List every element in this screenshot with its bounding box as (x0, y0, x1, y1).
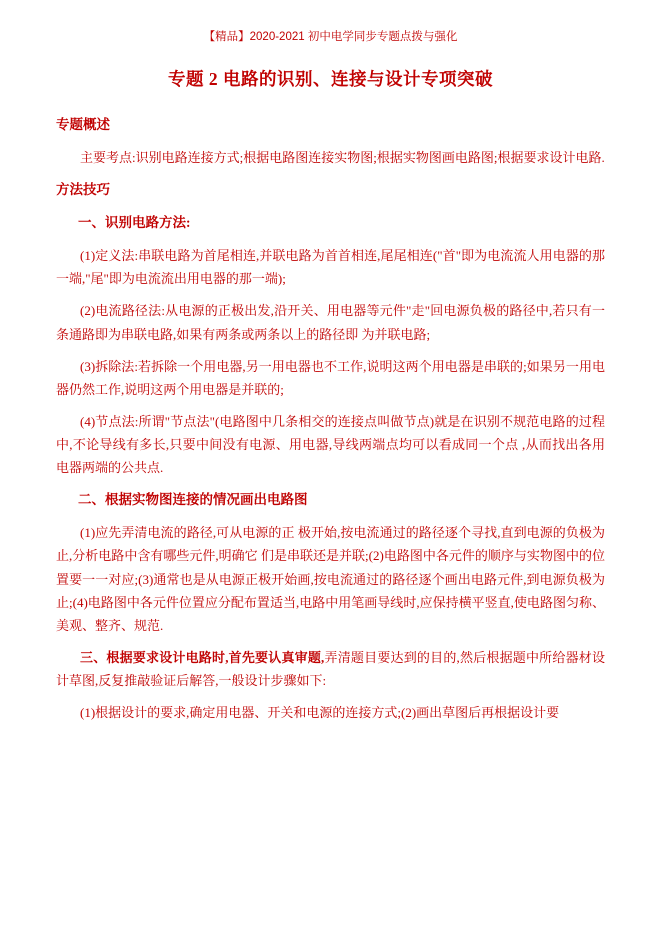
section-heading-identify: 一、识别电路方法: (78, 215, 191, 231)
paragraph-identify-3: (3)拆除法:若拆除一个用电器,另一用电器也不工作,说明这两个用电器是串联的;如果另一用电器仍然工作,说明这两个用电器是并联的; (56, 358, 605, 397)
paragraph-design-steps: (1)根据设计的要求,确定用电器、开关和电源的连接方式;(2)画出草图后再根据设计要 (80, 705, 560, 721)
paragraph-overview: 主要考点:识别电路连接方式;根据电路图连接实物图;根据实物图画电路图;根据要求设计电路. (80, 150, 605, 165)
section-heading-overview: 专题概述 (56, 117, 110, 132)
paragraph-identify-4: (4)节点法:所谓"节点法"(电路图中几条相交的连接点叫做节点)就是在识别不规范电路的过程中,不论导线有多长,只要中间没有电源、用电器,导线两端点均可以看成同一个点 ,从而找出各用电器两端的公共点. (56, 413, 605, 476)
paragraph-design-lead (56, 646, 605, 692)
design-lead-bold: 三、根据要求设计电路时,首先要认真审题, (80, 649, 325, 665)
section-heading-methods: 方法技巧 (56, 182, 110, 198)
page-header: 【精品】2020-2021 初中电学同步专题点拨与强化 (203, 31, 458, 43)
paragraph-draw-circuit-1: (1)应先弄清电流的路径,可从电源的正 极开始,按电流通过的路径逐个寻找,直到电源的负极为止,分析电路中含有哪些元件,明确它 们是串联还是并联;(2)电路图中各元件的顺序与实物图中的位置要一一对应;(3)通常也是从电源正极开始画,按电流通过的路径逐个画出电路元件,到电源负极为止;(4)电路图中各元件位置应分配布置适当,电路中用笔画导线时,应保持横平竖直,使电路图匀称、美观、整齐、规范. (56, 525, 605, 633)
page-title: 专题 2 电路的识别、连接与设计专项突破 (168, 69, 493, 89)
design-lead-rest: 弄清题目要达到的目的,然后根据题中所给器材设计草图,反复推敲验证后解答,一般设计步骤如下: (56, 649, 605, 688)
section-heading-draw-circuit: 二、根据实物图连接的情况画出电路图 (78, 492, 308, 508)
paragraph-identify-1: (1)定义法:串联电路为首尾相连,并联电路为首首相连,尾尾相连("首"即为电流流人用电器的那一端,"尾"即为电流流出用电器的那一端); (56, 248, 605, 287)
paragraph-identify-2: (2)电流路径法:从电源的正极出发,沿开关、用电器等元件"走"回电源负极的路径中,若只有一条通路即为串联电路,如果有两条或两条以上的路径即 为并联电路; (56, 303, 605, 342)
